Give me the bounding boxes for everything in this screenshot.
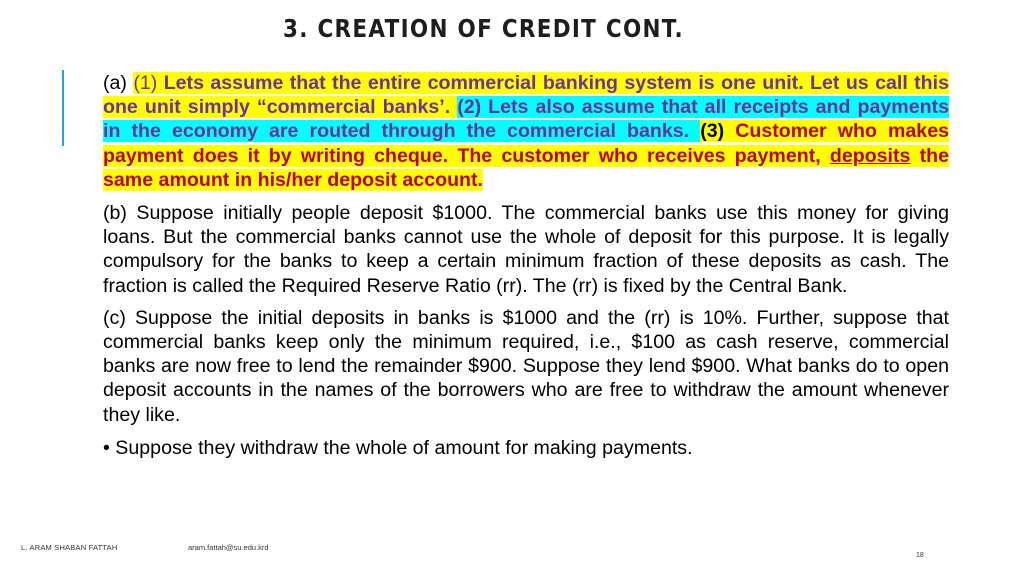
paragraph-b: (b) Suppose initially people deposit $1000. The commercial banks use this money for giving loans. But the commercial banks cannot use the whole of deposit for this purpose. It is legally compulsory for the banks to keep a certain minimum fraction of these deposits as cash. The fraction is called the Required Reserve Ratio (rr). The (rr) is fixed by the Central Bank. bbox=[103, 202, 949, 297]
assumption-3-text-start: Customer who makes payment does it by writing cheque. The customer who receives payment, bbox=[103, 120, 949, 167]
slide-content bbox=[103, 71, 949, 460]
paragraph-a bbox=[103, 71, 949, 192]
bullet-item: • Suppose they withdraw the whole of amount for making payments. bbox=[103, 436, 693, 459]
assumption-3-number: (3) bbox=[700, 120, 725, 143]
assumption-2-number: (2) bbox=[457, 96, 482, 119]
slide-title: 3. CREATION OF CREDIT CONT. bbox=[283, 14, 684, 43]
assumption-3-underlined: deposits bbox=[829, 144, 911, 167]
footer-author: L. ARAM SHABAN FATTAH bbox=[21, 543, 118, 552]
footer-email: aram.fattah@su.edu.krd bbox=[188, 543, 269, 552]
assumption-1-text: Lets assume that the entire commercial banking system is one unit. Let us call this one unit simply “commercial banks’. bbox=[103, 72, 949, 119]
accent-bar bbox=[62, 70, 64, 146]
assumption-1-number: (1) bbox=[133, 72, 158, 94]
page-number: 18 bbox=[916, 552, 924, 559]
para-a-prefix: (a) bbox=[103, 72, 134, 94]
paragraph-c: (c) Suppose the initial deposits in banks is $1000 and the (rr) is 10%. Further, suppose that commercial banks keep only the minimum required, i.e., $100 as cash reserve, commercial banks are now free to lend the remainder $900. Suppose they lend $900. What banks do to open deposit accounts in the names of the borrowers who are free to withdraw the amount whenever they like. bbox=[103, 306, 949, 426]
assumption-2-text: Lets also assume that all receipts and payments in the economy are routed through the commercial banks. bbox=[103, 96, 949, 143]
assumption-3-text-end: the same amount in his/her deposit account. bbox=[103, 144, 949, 191]
